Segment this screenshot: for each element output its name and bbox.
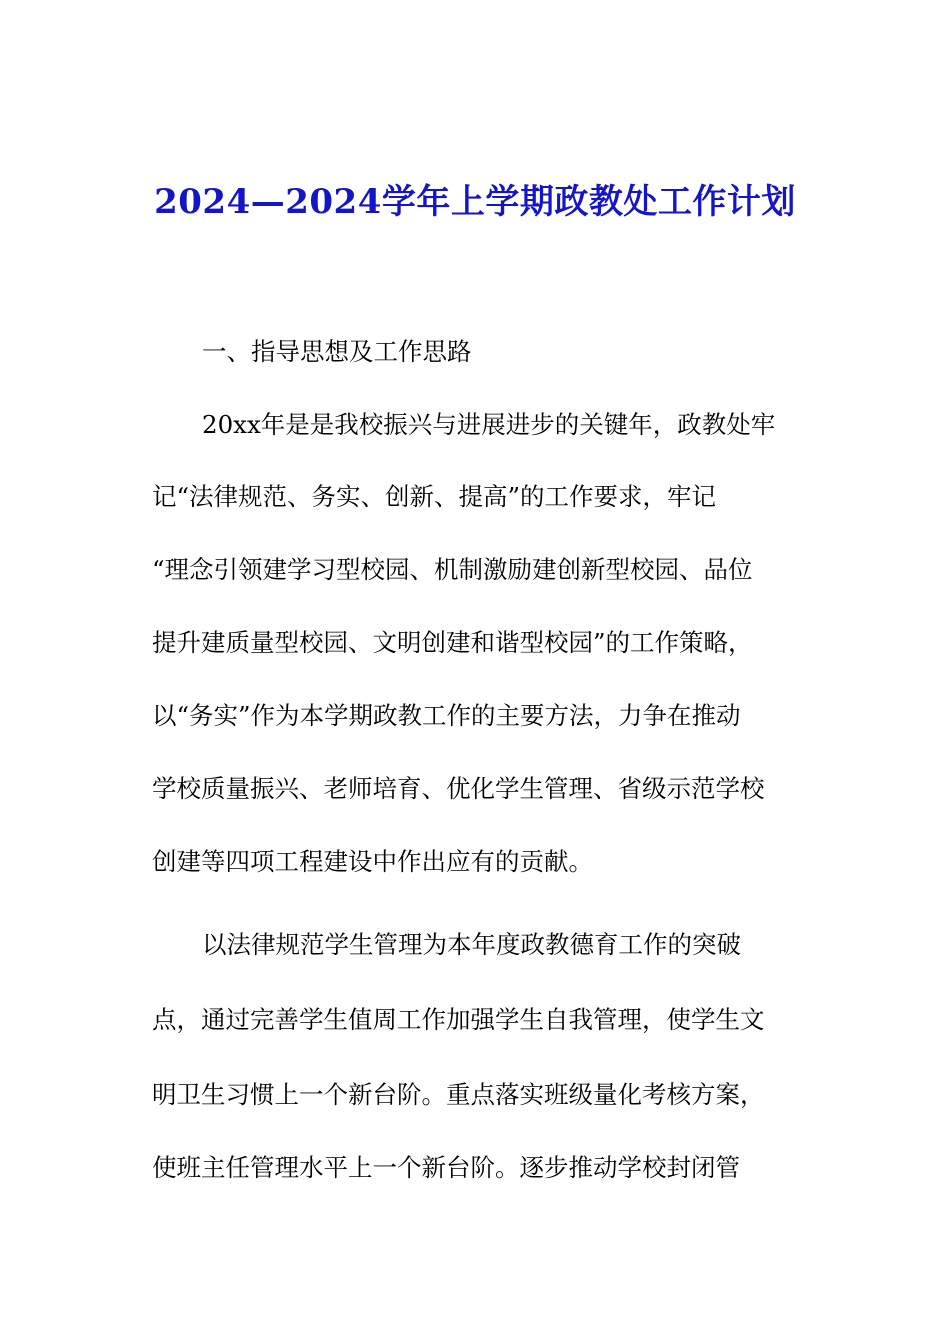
paragraph-line: 以法律规范学生管理为本年度政教德育工作的突破 <box>202 930 741 959</box>
paragraph-line: 创建等四项工程建设中作出应有的贡献。 <box>152 847 593 876</box>
document-title: 2024—2024学年上学期政教处工作计划 <box>154 182 796 222</box>
paragraph-line: 20xx年是是我校振兴与进展进步的关键年，政教处牢 <box>202 410 776 439</box>
paragraph-line: 学校质量振兴、老师培育、优化学生管理、省级示范学校 <box>152 774 765 803</box>
paragraph-line: 点，通过完善学生值周工作加强学生自我管理，使学生文 <box>152 1005 765 1034</box>
paragraph-line: 明卫生习惯上一个新台阶。重点落实班级量化考核方案， <box>152 1080 765 1109</box>
paragraph-line: 以“务实”作为本学期政教工作的主要方法，力争在推动 <box>152 701 741 730</box>
paragraph-line: “理念引领建学习型校园、机制激励建创新型校园、品位 <box>152 555 753 584</box>
paragraph-line: 提升建质量型校园、文明创建和谐型校园”的工作策略， <box>152 628 753 657</box>
paragraph-line: 使班主任管理水平上一个新台阶。逐步推动学校封闭管 <box>152 1153 740 1182</box>
paragraph-line: 记“法律规范、务实、创新、提高”的工作要求，牢记 <box>152 482 717 511</box>
section-heading: 一、指导思想及工作思路 <box>202 337 472 366</box>
